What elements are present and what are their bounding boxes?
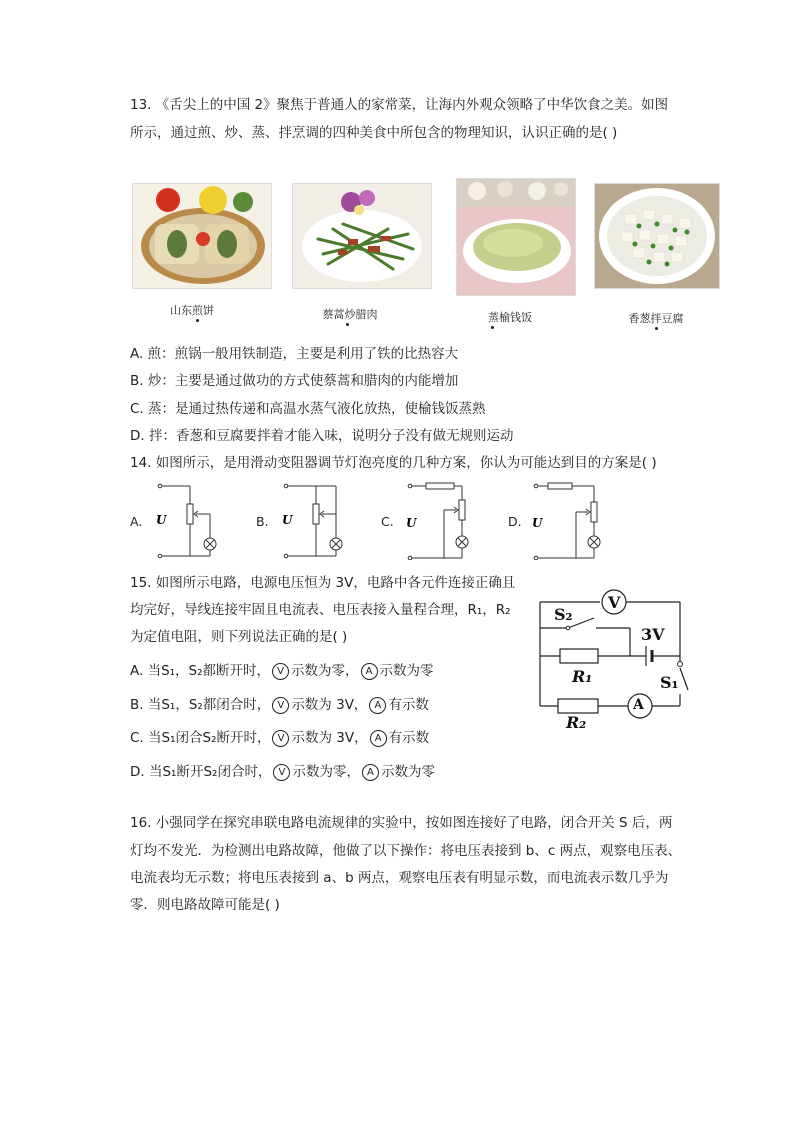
photo-stirfry [292,183,432,289]
caption-2: 蔡蒿炒腊肉 [322,308,378,321]
caption-3: 蒸榆钱饭 [488,311,532,324]
ammeter-icon: A [369,697,386,714]
ammeter-label: A [633,697,644,713]
q13-stem-line2: 所示，通过煎、炒、蒸、拌烹调的四种美食中所包含的物理知识，认识正确的是( ) [130,125,618,141]
voltmeter-icon: V [272,663,289,680]
q15-option-c: C. 当S₁闭合S₂断开时， V 示数为 3V， A 有示数 [130,730,430,746]
voltmeter-icon: V [272,730,289,747]
q14-circuit-a [150,478,230,560]
q15-option-d: D. 当S₁断开S₂闭合时， V 示数为零， A 示数为零 [130,764,435,780]
photo-jianbing [132,183,272,289]
q16-stem-line4: 零．则电路故障可能是( ) [130,897,280,913]
caption-4: 香葱拌豆腐 [628,312,684,325]
r1-label: R₁ [572,667,593,686]
q15-option-b: B. 当S₁，S₂都闭合时， V 示数为 3V， A 有示数 [130,697,429,713]
q13-option-a: A. 煎：煎锅一般用铁制造，主要是利用了铁的比热容大 [130,346,459,362]
q14-letter-d: D. [508,514,522,529]
voltage-label: 3V [641,625,665,644]
voltmeter-icon: V [272,697,289,714]
q13-option-d: D. 拌：香葱和豆腐要拌着才能入味，说明分子没有做无规则运动 [130,428,514,444]
s2-label: S₂ [554,605,573,624]
q15-option-a: A. 当S₁，S₂都断开时， V 示数为零， A 示数为零 [130,663,434,679]
u-label: U [532,516,543,530]
u-label: U [406,516,417,530]
emphasis-dot [491,326,494,329]
ammeter-icon: A [361,663,378,680]
u-label: U [282,513,293,527]
voltmeter-icon: V [273,764,290,781]
q14-stem: 14. 如图所示，是用滑动变阻器调节灯泡亮度的几种方案，你认为可能达到目的方案是( ) [130,455,657,471]
q14-letter-a: A. [130,514,143,529]
s1-label: S₁ [660,673,679,692]
q16-stem-line2: 灯均不发光．为检测出电路故障，他做了以下操作：将电压表接到 b、c 两点，观察电压表、 [130,843,682,859]
q13-option-b: B. 炒：主要是通过做功的方式使蔡蒿和腊肉的内能增加 [130,373,459,389]
q14-circuit-c [400,478,480,560]
r2-label: R₂ [566,713,587,732]
q15-stem-line3: 为定值电阻，则下列说法正确的是( ) [130,629,348,645]
q14-letter-c: C. [381,514,394,529]
q15-circuit [530,582,700,734]
q13-stem-line1: 13. 《舌尖上的中国 2》聚焦于普通人的家常菜，让海内外观众领略了中华饮食之美。如图 [130,97,669,113]
q14-circuit-b [276,478,356,560]
emphasis-dot [196,319,199,322]
q16-stem-line3: 电流表均无示数；将电压表接到 a、b 两点，观察电压表有明显示数，而电流表示数几乎为 [130,870,669,886]
caption-1: 山东煎饼 [170,304,214,317]
voltmeter-label: V [608,593,621,612]
ammeter-icon: A [370,730,387,747]
q16-stem-line1: 16. 小强同学在探究串联电路电流规律的实验中，按如图连接好了电路，闭合开关 S 后，两 [130,815,673,831]
q13-option-c: C. 蒸：是通过热传递和高温水蒸气液化放热，使榆钱饭蒸熟 [130,401,486,417]
q15-stem-line2: 均完好，导线连接牢固且电流表、电压表接入量程合理，R₁，R₂ [130,602,511,618]
photo-yuqian-rice [456,178,576,296]
emphasis-dot [346,323,349,326]
u-label: U [156,513,167,527]
q14-letter-b: B. [256,514,269,529]
q15-stem-line1: 15. 如图所示电路，电源电压恒为 3V，电路中各元件连接正确且 [130,575,516,591]
q14-circuit-d [526,478,606,560]
photo-tofu [594,183,720,289]
emphasis-dot [655,327,658,330]
ammeter-icon: A [362,764,379,781]
